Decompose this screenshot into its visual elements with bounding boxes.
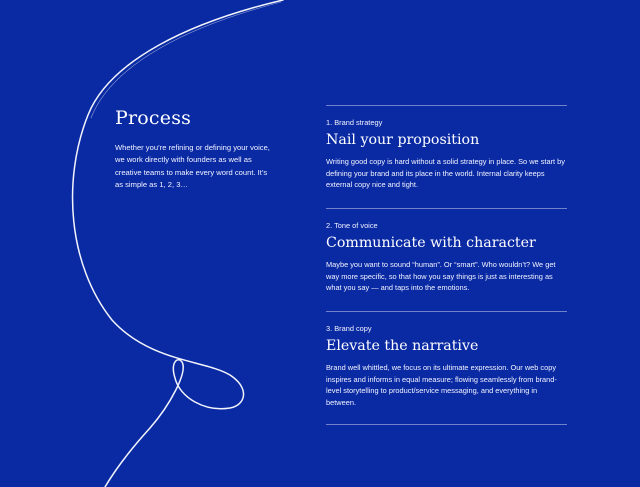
section-intro-text: Whether you’re refining or defining your voice, we work directly with founders as well as creative teams to make every word count. It’s as simple as 1, 2, 3… bbox=[115, 143, 270, 190]
step-description: Maybe you want to sound “human”. Or “smart”. Who wouldn’t? We get way more specific, so that how you say things is just as interesting as what you say — and taps into the emotions. bbox=[326, 260, 556, 293]
step-kicker: 3. Brand copy bbox=[326, 324, 372, 333]
process-step-tone-of-voice bbox=[326, 208, 567, 311]
step-title: Nail your proposition bbox=[326, 132, 480, 148]
process-steps-list bbox=[326, 105, 567, 425]
step-description: Brand well whittled, we focus on its ultimate expression. Our web copy inspires and informs in equal measure; flowing seamlessly from brand-level storytelling to product/service messaging, and everything in between. bbox=[326, 363, 557, 408]
step-title: Elevate the narrative bbox=[326, 338, 479, 354]
process-step-brand-strategy bbox=[326, 105, 567, 208]
step-description: Writing good copy is hard without a solid strategy in place. So we start by defining your brand and its place in the world. Internal clarity keeps external copy nice and tight. bbox=[326, 157, 565, 190]
step-kicker: 2. Tone of voice bbox=[326, 221, 378, 230]
step-title: Communicate with character bbox=[326, 235, 536, 251]
process-step-brand-copy bbox=[326, 311, 567, 425]
section-heading: Process bbox=[115, 107, 192, 129]
step-kicker: 1. Brand strategy bbox=[326, 118, 383, 127]
